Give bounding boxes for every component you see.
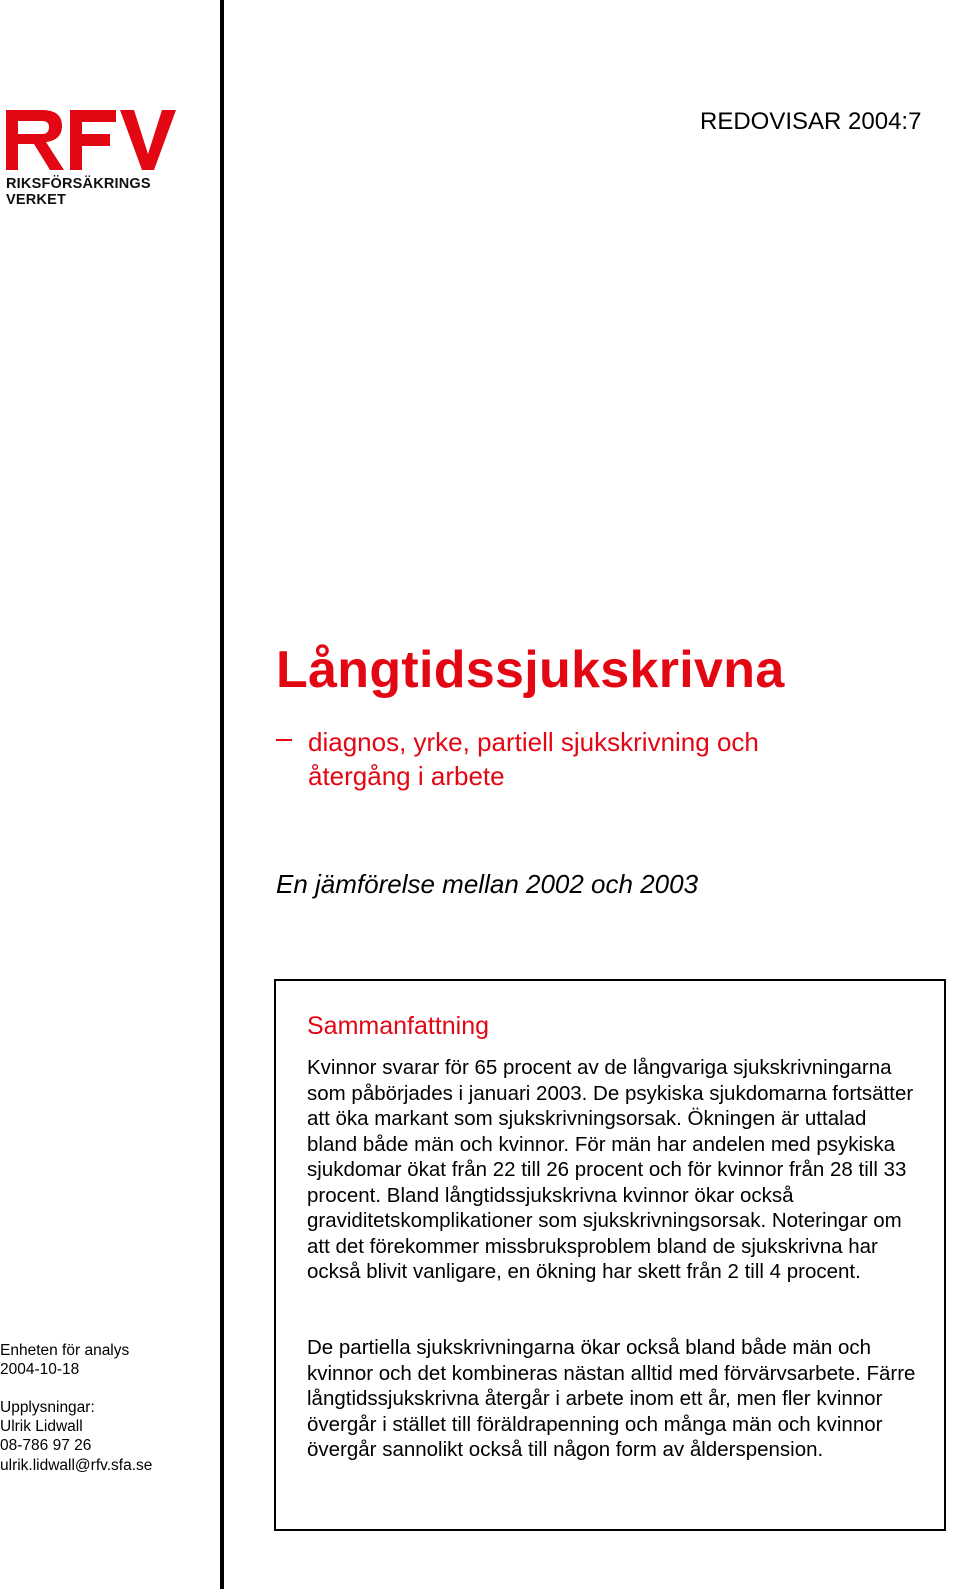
comparison-line: En jämförelse mellan 2002 och 2003 [276, 869, 699, 899]
summary-paragraph-2: De partiella sjukskrivningarna ökar också bland både män och kvinnor och det kombineras nästan alltid med förvärvsarbete. Färre långtidssjukskrivna återgår i arbete inom ett år, men fler kvinnor övergår i stället till föräldrapenning och många män och kvinnor övergår sannolikt också till någon form av ålderspension. [307, 1336, 916, 1461]
vertical-divider [220, 0, 224, 1589]
page-title: Långtidssjukskrivna [276, 641, 785, 699]
series-number: REDOVISAR 2004:7 [700, 108, 922, 135]
subtitle-dash [276, 739, 292, 741]
summary-box [274, 979, 946, 1531]
sidebar-contact-label: Upplysningar: [0, 1399, 95, 1416]
sidebar-email[interactable]: ulrik.lidwall@rfv.sfa.se [0, 1457, 153, 1474]
logo-text-line1: RIKSFÖRSÄKRINGS [6, 176, 151, 192]
sidebar-contact-name: Ulrik Lidwall [0, 1418, 83, 1435]
logo-text-line2: VERKET [6, 192, 67, 208]
sidebar-phone: 08-786 97 26 [0, 1437, 92, 1454]
sidebar-date: 2004-10-18 [0, 1361, 80, 1378]
summary-heading: Sammanfattning [307, 1012, 490, 1040]
rfv-logo [4, 108, 178, 208]
page-subtitle: diagnos, yrke, partiell sjukskrivning och återgång i arbete [308, 727, 759, 791]
summary-paragraph-1: Kvinnor svarar för 65 procent av de långvariga sjukskrivningarna som påbörjades i januari 2003. De psykiska sjukdomarna fortsätter att öka markant som sjukskrivningsorsak. Ökningen är uttalad bland både män och kvinnor. För män har andelen med psykiska sjukdomar ökat från 22 till 26 procent och för kvinnor från 28 till 33 procent. Bland långtidssjukskrivna kvinnor ökar också graviditetskomplikationer som sjukskrivningsorsak. Noteringar om att det förekommer missbruksproblem bland de sjukskrivna har också blivit vanligare, en ökning har skett från 2 till 4 procent. [307, 1056, 914, 1283]
rfv-logo-mark [4, 108, 178, 174]
sidebar-unit: Enheten för analys [0, 1342, 130, 1359]
